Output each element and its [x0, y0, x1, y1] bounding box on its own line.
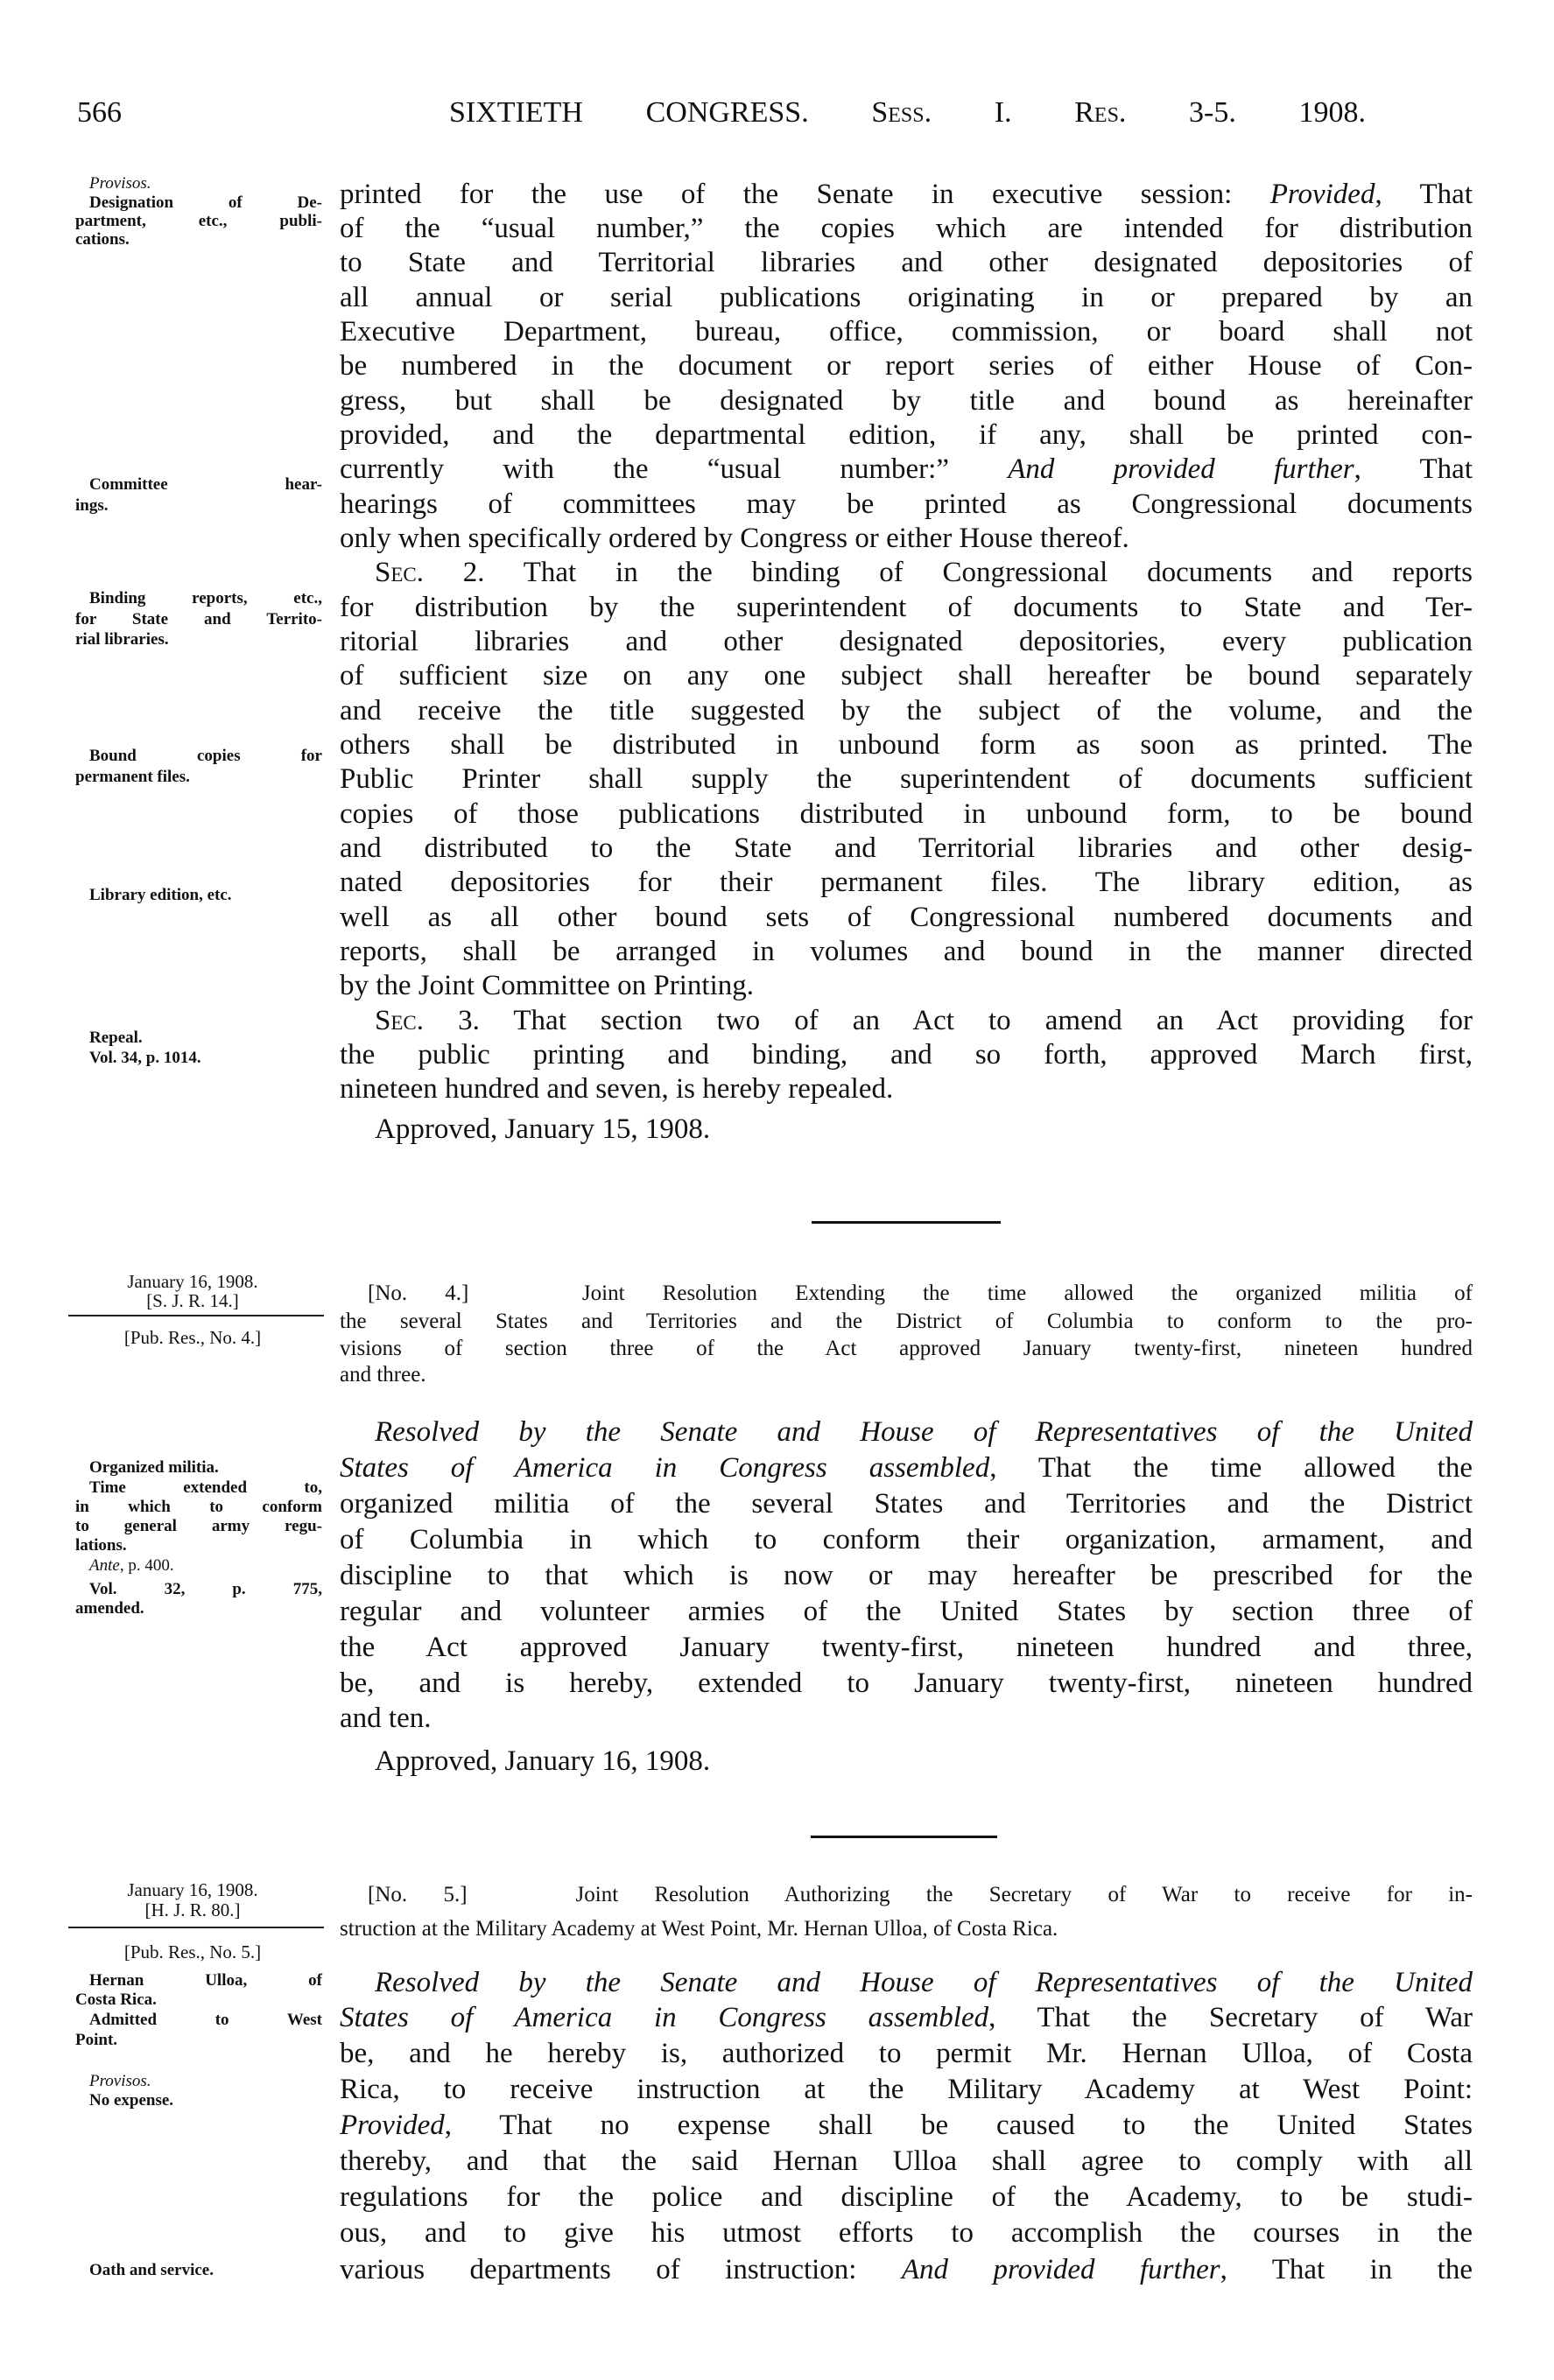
margin-note-designation-2: partment, etc., publi- [75, 212, 322, 230]
body-line: States of America in Congress assembled, That the time allowed the [340, 1452, 1473, 1484]
body-line: ous, and to give his utmost efforts to accomplish the courses in the [340, 2217, 1473, 2249]
margin-note-provisos: Provisos. [89, 174, 151, 193]
resolution-number: [No. 4.] [368, 1281, 469, 1305]
body-line: only when specifically ordered by Congress or either House thereof. [340, 523, 1129, 554]
body-line: nineteen hundred and seven, is hereby repealed. [340, 1073, 894, 1105]
body-line: well as all other bound sets of Congressional numbered documents and [340, 902, 1473, 933]
margin-note-provisos: Provisos. [89, 2072, 151, 2090]
body-line: currently with the “usual number:” And provided further, That [340, 453, 1473, 485]
body-line: organized militia of the several States and Territories and the District [340, 1488, 1473, 1520]
section-label: Sec. 3. [375, 1005, 480, 1036]
body-line: Executive Department, bureau, office, commission, or board shall not [340, 316, 1473, 348]
approval-line: Approved, January 16, 1908. [375, 1745, 711, 1777]
margin-note-vol-1: Vol. 32, p. 775, [89, 1580, 322, 1598]
resolution-date: January 16, 1908. [127, 1271, 258, 1292]
resolution-number: [No. 5.] [368, 1883, 468, 1906]
margin-note-time-4: lations. [75, 1536, 127, 1555]
body-line: by the Joint Committee on Printing. [340, 970, 754, 1001]
margin-note-organized-militia: Organized militia. [89, 1458, 219, 1477]
resolution-title-line: [No. 5.] Joint Resolution Authorizing the Secretary of War to receive for in- [368, 1883, 1473, 1906]
body-line: various departments of instruction: And provided further, That in the [340, 2254, 1473, 2285]
body-line: be, and is hereby, extended to January twenty-first, nineteen hundred [340, 1667, 1473, 1699]
body-line: of the “usual number,” the copies which are intended for distribution [340, 213, 1473, 244]
resolution-title-line: [No. 4.] Joint Resolution Extending the time allowed the organized militia of [368, 1281, 1473, 1305]
resolution-title-line: and three. [340, 1363, 426, 1387]
running-head [449, 96, 1366, 130]
public-resolution-number: [Pub. Res., No. 4.] [123, 1327, 262, 1348]
margin-note-time-2: in which to conform [75, 1498, 322, 1516]
page-number: 566 [77, 96, 122, 129]
section-divider [812, 1221, 1001, 1224]
session-label: Sess. I. [871, 96, 1012, 129]
bill-number: [S. J. R. 14.] [146, 1290, 239, 1311]
body-line: Provided, That no expense shall be caused to the United States [340, 2110, 1473, 2141]
body-line: hearings of committees may be printed as Congressional documents [340, 488, 1473, 520]
margin-note-hernan-1: Hernan Ulloa, of [89, 1971, 322, 1990]
section-3-line: Sec. 3. That section two of an Act to amend an Act providing for [375, 1005, 1473, 1036]
body-line: thereby, and that the said Hernan Ulloa shall agree to comply with all [340, 2145, 1473, 2177]
margin-note-repeal: Repeal. [89, 1029, 143, 1047]
margin-note-binding-1: Binding reports, etc., [89, 589, 322, 607]
body-line: others shall be distributed in unbound form as soon as printed. The [340, 729, 1473, 761]
margin-note-oath: Oath and service. [89, 2261, 214, 2279]
margin-note-library: Library edition, etc. [89, 886, 232, 904]
body-line: provided, and the departmental edition, if any, shall be printed con- [340, 419, 1473, 451]
margin-note-hernan-2: Costa Rica. [75, 1990, 157, 2009]
resolution-date: January 16, 1908. [127, 1879, 258, 1900]
body-line: to State and Territorial libraries and other designated depositories of [340, 247, 1473, 278]
margin-note-ante: Ante, p. 400. [89, 1556, 174, 1575]
margin-note-repeal-ref: Vol. 34, p. 1014. [89, 1049, 201, 1067]
header-year: 1908. [1298, 96, 1367, 129]
body-line: and receive the title suggested by the subject of the volume, and the [340, 695, 1473, 727]
body-line: be numbered in the document or report series of either House of Con- [340, 350, 1473, 382]
body-line: printed for the use of the Senate in executive session: Provided, That [340, 179, 1473, 210]
margin-note-bound-2: permanent files. [75, 768, 190, 786]
body-line: of sufficient size on any one subject shall hereafter be bound separately [340, 660, 1473, 692]
approval-line: Approved, January 15, 1908. [375, 1113, 711, 1145]
margin-note-designation-1: Designation of De- [89, 193, 322, 212]
body-line: gress, but shall be designated by title and bound as hereinafter [340, 385, 1473, 417]
sidebar-rule [68, 1927, 324, 1928]
body-line: regular and volunteer armies of the United States by section three of [340, 1596, 1473, 1627]
body-line: of Columbia in which to conform their organization, armament, and [340, 1524, 1473, 1555]
section-divider [811, 1836, 997, 1838]
body-line: all annual or serial publications originating in or prepared by an [340, 282, 1473, 313]
body-line: reports, shall be arranged in volumes and bound in the manner directed [340, 936, 1473, 967]
margin-note-binding-3: rial libraries. [75, 630, 169, 649]
public-resolution-number: [Pub. Res., No. 5.] [123, 1941, 262, 1962]
resolution-title-line: struction at the Military Academy at West Point, Mr. Hernan Ulloa, of Costa Rica. [340, 1917, 1058, 1941]
body-line: Rica, to receive instruction at the Military Academy at West Point: [340, 2074, 1473, 2105]
body-line: and distributed to the State and Territorial libraries and other desig- [340, 832, 1473, 864]
resolution-title-line: visions of section three of the Act approved January twenty-first, nineteen hundred [340, 1337, 1473, 1360]
margin-note-no-expense: No expense. [89, 2091, 174, 2110]
body-line: States of America in Congress assembled, That the Secretary of War [340, 2002, 1473, 2033]
enacting-clause: Resolved by the Senate and House of Representatives of the United [375, 1967, 1473, 1998]
margin-note-bound-1: Bound copies for [89, 747, 322, 765]
margin-note-binding-2: for State and Territo- [75, 610, 322, 628]
body-line: copies of those publications distributed in unbound form, to be bound [340, 798, 1473, 830]
margin-note-admitted-1: Admitted to West [89, 2011, 322, 2029]
body-line: and ten. [340, 1703, 432, 1734]
body-line: the Act approved January twenty-first, nineteen hundred and three, [340, 1632, 1473, 1663]
body-line: discipline to that which is now or may hereafter be prescribed for the [340, 1560, 1473, 1591]
section-2-line: Sec. 2. That in the binding of Congressional documents and reports [375, 557, 1473, 588]
body-line: be, and he hereby is, authorized to permit Mr. Hernan Ulloa, of Costa [340, 2038, 1473, 2069]
body-line: Public Printer shall supply the superintendent of documents sufficient [340, 763, 1473, 795]
margin-note-committee-1: Committee hear- [89, 475, 322, 494]
body-line: nated depositories for their permanent files. The library edition, as [340, 867, 1473, 898]
resolutions-range: Res. 3-5. [1074, 96, 1236, 129]
margin-note-time-1: Time extended to, [89, 1478, 322, 1497]
body-line: regulations for the police and discipline of the Academy, to be studi- [340, 2181, 1473, 2213]
body-line: ritorial libraries and other designated depositories, every publication [340, 626, 1473, 657]
body-line: for distribution by the superintendent of documents to State and Ter- [340, 592, 1473, 623]
enacting-clause: Resolved by the Senate and House of Representatives of the United [375, 1416, 1473, 1448]
sidebar-rule [68, 1315, 324, 1316]
section-label: Sec. 2. [375, 557, 485, 588]
margin-note-admitted-2: Point. [75, 2031, 118, 2049]
margin-note-vol-2: amended. [75, 1599, 144, 1618]
bill-number: [H. J. R. 80.] [144, 1899, 241, 1920]
resolution-title-line: the several States and Territories and the District of Columbia to conform to the pro- [340, 1309, 1473, 1333]
body-line: the public printing and binding, and so forth, approved March first, [340, 1039, 1473, 1071]
congress-title: SIXTIETH CONGRESS. [449, 96, 809, 129]
margin-note-time-3: to general army regu- [75, 1517, 322, 1535]
margin-note-committee-2: ings. [75, 496, 109, 515]
margin-note-designation-3: cations. [75, 230, 130, 249]
